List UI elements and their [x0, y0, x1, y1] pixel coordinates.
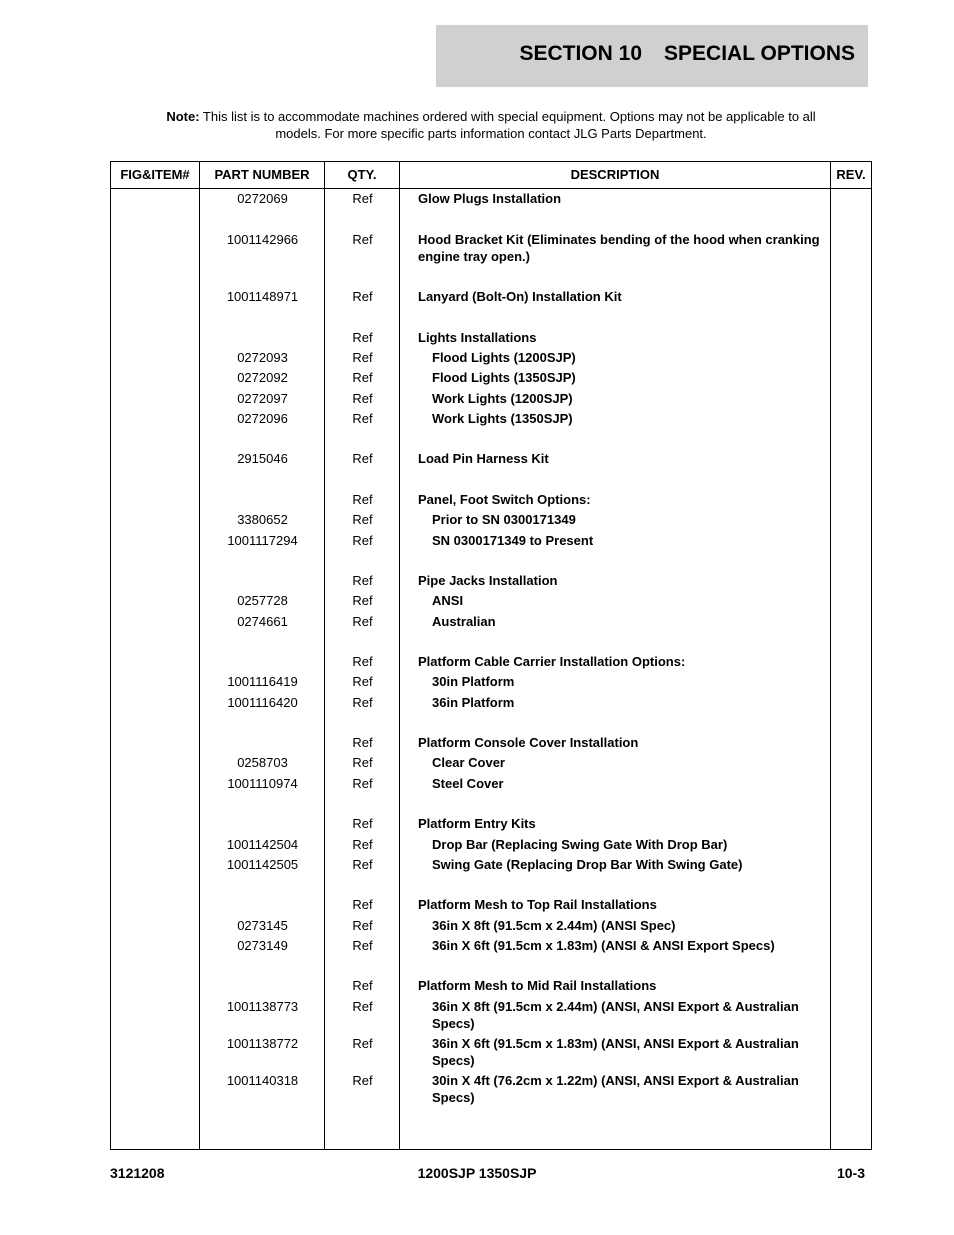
- qty-cell: Ref: [352, 1036, 373, 1051]
- qty-cell: Ref: [352, 370, 373, 385]
- qty-cell: Ref: [352, 837, 373, 852]
- part-number-cell: 1001142505: [226, 857, 299, 872]
- description-cell: Steel Cover: [432, 776, 504, 791]
- part-number-cell: 1001142504: [226, 837, 299, 852]
- section-label: SECTION 10: [519, 42, 643, 65]
- part-number-cell: 0258703: [237, 755, 288, 770]
- part-number-cell: 0272069: [237, 191, 288, 206]
- description-cell: Australian: [432, 614, 496, 629]
- part-number-cell: 1001142966: [226, 232, 299, 247]
- qty-cell: Ref: [352, 654, 373, 669]
- part-number-cell: 1001116420: [227, 695, 298, 710]
- part-number-cell: 1001117294: [227, 533, 298, 548]
- note-label: Note:: [166, 109, 200, 124]
- qty-cell: Ref: [352, 191, 373, 206]
- part-number-cell: 0272093: [237, 350, 288, 365]
- part-number-cell: 1001138772: [226, 1036, 299, 1051]
- description-cell: Work Lights (1200SJP): [432, 391, 573, 406]
- qty-cell: Ref: [352, 512, 373, 527]
- header-qty: QTY.: [347, 167, 377, 182]
- footer-doc-number: 3121208: [110, 1165, 165, 1181]
- qty-cell: Ref: [352, 391, 373, 406]
- description-cell: Glow Plugs Installation: [418, 191, 562, 206]
- description-cell: Platform Console Cover Installation: [418, 735, 639, 750]
- description-cell: Panel, Foot Switch Options:: [418, 492, 591, 507]
- qty-cell: Ref: [352, 918, 373, 933]
- section-name: SPECIAL OPTIONS: [664, 42, 855, 65]
- qty-cell: Ref: [352, 330, 373, 345]
- description-cell: 36in X 8ft (91.5cm x 2.44m) (ANSI, ANSI Export & Australian Specs): [432, 999, 799, 1031]
- qty-cell: Ref: [352, 735, 373, 750]
- description-cell: Lights Installations: [418, 330, 537, 345]
- description-cell: 36in X 6ft (91.5cm x 1.83m) (ANSI & ANSI Export Specs): [432, 938, 775, 953]
- qty-cell: Ref: [352, 938, 373, 953]
- qty-cell: Ref: [352, 289, 373, 304]
- qty-cell: Ref: [352, 1073, 373, 1088]
- description-cell: 36in Platform: [432, 695, 515, 710]
- description-cell: Hood Bracket Kit (Eliminates bending of the hood when cranking engine tray open.): [418, 232, 820, 264]
- qty-cell: Ref: [352, 999, 373, 1014]
- header-rev: REV.: [836, 167, 866, 182]
- description-cell: Swing Gate (Replacing Drop Bar With Swing Gate): [432, 857, 743, 872]
- part-number-cell: 1001140318: [226, 1073, 299, 1088]
- description-cell: ANSI: [432, 593, 464, 608]
- description-cell: Platform Cable Carrier Installation Options:: [418, 654, 686, 669]
- header-fig-item: FIG&ITEM#: [120, 167, 190, 182]
- header-description: DESCRIPTION: [570, 167, 660, 182]
- part-number-cell: 0273149: [237, 938, 288, 953]
- part-number-cell: 0272097: [237, 391, 288, 406]
- part-number-cell: 2915046: [237, 451, 288, 466]
- footer-models: 1200SJP 1350SJP: [417, 1165, 537, 1181]
- qty-cell: Ref: [352, 816, 373, 831]
- qty-cell: Ref: [352, 776, 373, 791]
- part-number-cell: 0274661: [237, 614, 288, 629]
- qty-cell: Ref: [352, 674, 373, 689]
- qty-cell: Ref: [352, 451, 373, 466]
- description-cell: Platform Entry Kits: [418, 816, 536, 831]
- part-number-cell: 0257728: [237, 593, 288, 608]
- qty-cell: Ref: [352, 573, 373, 588]
- footer-page-number: 10-3: [836, 1165, 865, 1181]
- header-part-number: PART NUMBER: [214, 167, 310, 182]
- description-cell: Pipe Jacks Installation: [418, 573, 558, 588]
- part-number-cell: 1001110974: [227, 776, 298, 791]
- description-cell: Prior to SN 0300171349: [432, 512, 576, 527]
- part-number-cell: 3380652: [237, 512, 288, 527]
- qty-cell: Ref: [352, 614, 373, 629]
- header-divider: [111, 188, 871, 189]
- section-header: [436, 25, 868, 87]
- description-cell: Lanyard (Bolt-On) Installation Kit: [418, 289, 622, 304]
- qty-cell: Ref: [352, 533, 373, 548]
- description-cell: 30in X 4ft (76.2cm x 1.22m) (ANSI, ANSI Export & Australian Specs): [432, 1073, 799, 1105]
- qty-cell: Ref: [352, 755, 373, 770]
- part-number-cell: 1001138773: [226, 999, 299, 1014]
- description-cell: SN 0300171349 to Present: [432, 533, 594, 548]
- description-cell: Platform Mesh to Mid Rail Installations: [418, 978, 657, 993]
- note-paragraph: [150, 108, 832, 142]
- description-cell: Flood Lights (1350SJP): [432, 370, 576, 385]
- qty-cell: Ref: [352, 350, 373, 365]
- qty-cell: Ref: [352, 232, 373, 247]
- description-cell: Flood Lights (1200SJP): [432, 350, 576, 365]
- description-cell: Load Pin Harness Kit: [418, 451, 549, 466]
- part-number-cell: 0272096: [237, 411, 288, 426]
- description-cell: Platform Mesh to Top Rail Installations: [418, 897, 657, 912]
- qty-cell: Ref: [352, 593, 373, 608]
- description-cell: Work Lights (1350SJP): [432, 411, 573, 426]
- qty-cell: Ref: [352, 857, 373, 872]
- part-number-cell: 1001116419: [227, 674, 298, 689]
- qty-cell: Ref: [352, 897, 373, 912]
- qty-cell: Ref: [352, 978, 373, 993]
- note-text: This list is to accommodate machines ordered with special equipment. Options may not be applicable to all models. For more specific parts information contact JLG Parts Department.: [202, 109, 816, 141]
- section-title: [519, 42, 855, 66]
- description-cell: Clear Cover: [432, 755, 505, 770]
- parts-table: [110, 161, 872, 1150]
- qty-cell: Ref: [352, 492, 373, 507]
- column-divider: [830, 162, 831, 1149]
- part-number-cell: 1001148971: [226, 289, 299, 304]
- description-cell: 36in X 6ft (91.5cm x 1.83m) (ANSI, ANSI Export & Australian Specs): [432, 1036, 799, 1068]
- part-number-cell: 0272092: [237, 370, 288, 385]
- description-cell: Drop Bar (Replacing Swing Gate With Drop Bar): [432, 837, 728, 852]
- qty-cell: Ref: [352, 411, 373, 426]
- description-cell: 36in X 8ft (91.5cm x 2.44m) (ANSI Spec): [432, 918, 676, 933]
- description-cell: 30in Platform: [432, 674, 515, 689]
- part-number-cell: 0273145: [237, 918, 288, 933]
- qty-cell: Ref: [352, 695, 373, 710]
